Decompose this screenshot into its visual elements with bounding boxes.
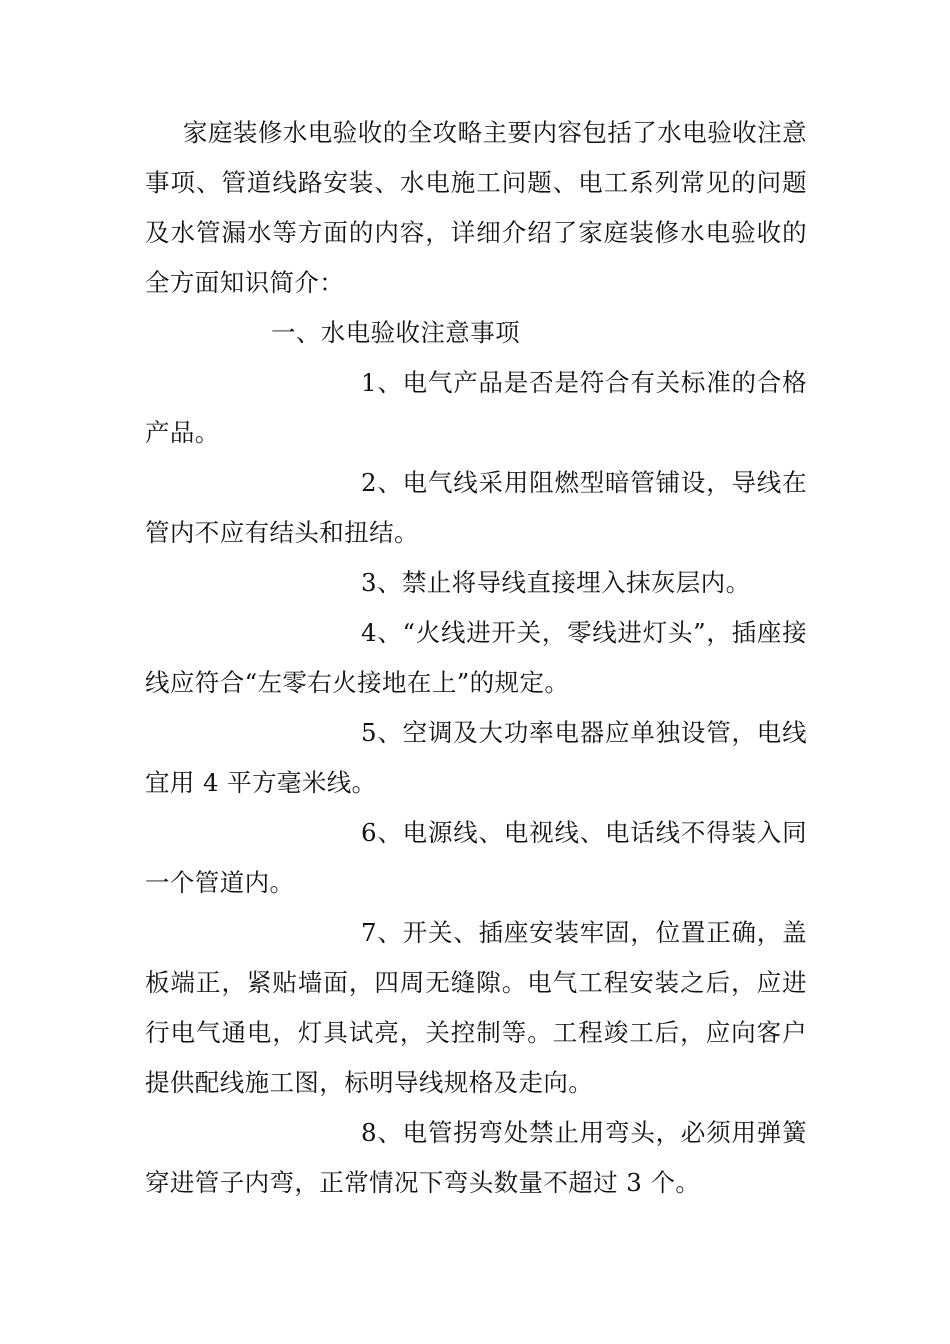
list-item-1: 1、电气产品是否是符合有关标准的合格产品。 xyxy=(145,368,807,447)
document-body xyxy=(145,108,807,1208)
list-item-5: 5、空调及大功率电器应单独设管，电线宜用 4 平方毫米线。 xyxy=(145,718,807,797)
intro-paragraph: 家庭装修水电验收的全攻略主要内容包括了水电验收注意事项、管道线路安装、水电施工问题、电工系列常见的问题及水管漏水等方面的内容，详细介绍了家庭装修水电验收的全方面知识简介： xyxy=(145,118,807,297)
list-item-4: 4、“火线进开关，零线进灯头”，插座接线应符合“左零右火接地在上”的规定。 xyxy=(145,618,807,697)
list-item-6: 6、电源线、电视线、电话线不得装入同一个管道内。 xyxy=(145,818,807,897)
list-item-8: 8、电管拐弯处禁止用弯头，必须用弹簧穿进管子内弯，正常情况下弯头数量不超过 3 个。 xyxy=(145,1118,807,1197)
section-heading: 一、水电验收注意事项 xyxy=(271,318,520,347)
list-item-3: 3、禁止将导线直接埋入抹灰层内。 xyxy=(361,568,751,597)
list-item-7: 7、开关、插座安装牢固，位置正确，盖板端正，紧贴墙面，四周无缝隙。电气工程安装之后，应进行电气通电，灯具试亮，关控制等。工程竣工后，应向客户提供配线施工图，标明导线规格及走向。 xyxy=(145,918,807,1097)
list-item-2: 2、电气线采用阻燃型暗管铺设，导线在管内不应有结头和扭结。 xyxy=(145,468,807,547)
